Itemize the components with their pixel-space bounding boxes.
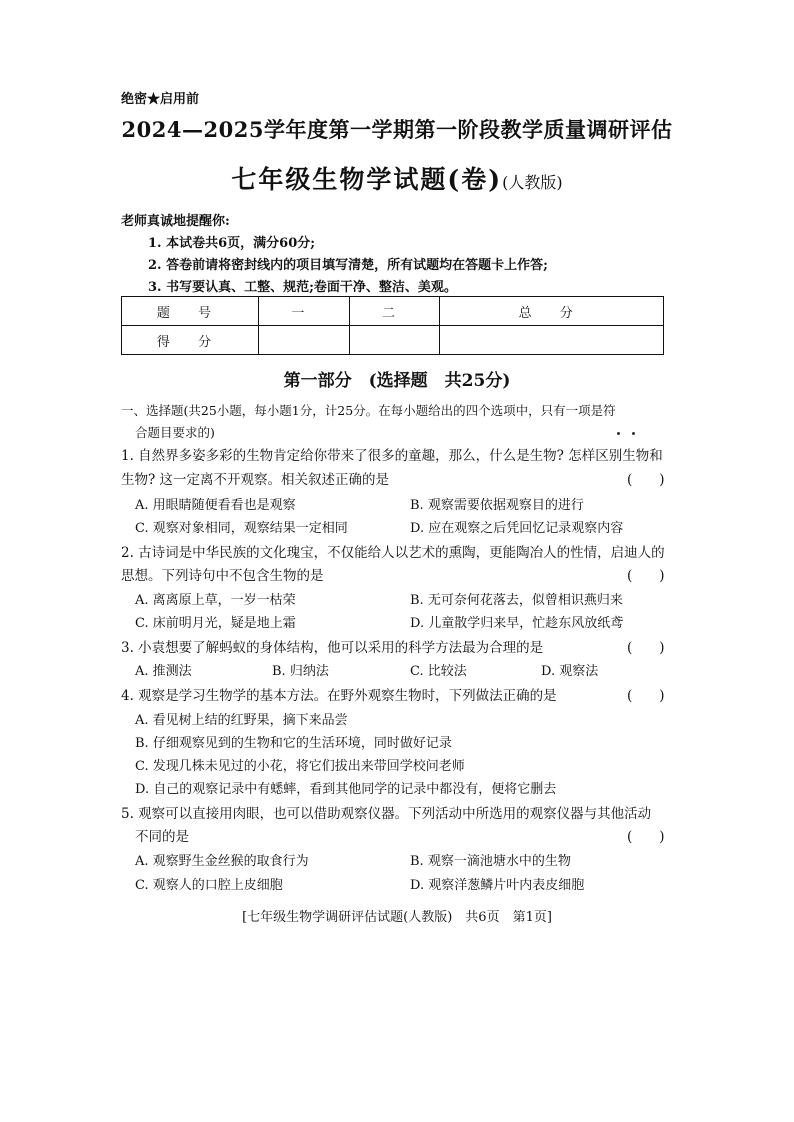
exam-title: 2024—2025学年度第一学期第一阶段教学质量调研评估 — [121, 117, 673, 142]
option: C. 观察人的口腔上皮细胞 — [135, 878, 283, 893]
question-5-text: 不同的是 — [135, 829, 189, 845]
question-3-text: 3. 小袁想要了解蚂蚁的身体结构，他可以采用的科学方法最为合理的是 — [121, 640, 544, 656]
page-footer: [七年级生物学调研评估试题(人教版) 共6页 第1页] — [242, 910, 552, 925]
question-1-text: 生物? 这一定离不开观察。相关叙述正确的是 — [121, 472, 390, 488]
option: B. 无可奈何花落去，似曾相识燕归来 — [410, 593, 623, 608]
question-4-text: 4. 观察是学习生物学的基本方法。在野外观察生物时，下列做法正确的是 — [121, 688, 557, 704]
option: C. 床前明月光，疑是地上霜 — [135, 616, 296, 631]
emphasis-dot — [632, 432, 635, 435]
question-1-text: 1. 自然界多姿多彩的生物肯定给你带来了很多的童趣，那么，什么是生物? 怎样区别生物和 — [121, 448, 663, 464]
confidential-label: 绝密★启用前 — [121, 92, 200, 107]
score-cell: 二 — [349, 297, 440, 326]
section-instructions — [121, 400, 681, 444]
option: B. 仔细观察见到的生物和它的生活环境，同时做好记录 — [135, 736, 452, 751]
option: D. 儿童散学归来早，忙趁东风放纸鸢 — [410, 616, 624, 631]
notice-heading: 老师真诚地提醒你: — [121, 214, 230, 229]
option: A. 用眼睛随便看看也是观察 — [135, 498, 296, 513]
score-cell — [349, 326, 440, 355]
score-cell: 总 分 — [440, 297, 664, 326]
option: A. 看见树上结的红野果，摘下来品尝 — [135, 713, 348, 728]
subject-title: 七年级生物学试题(卷) — [231, 165, 503, 194]
option: A. 离离原上草，一岁一枯荣 — [135, 593, 296, 608]
option: A. 推测法 — [135, 664, 192, 679]
answer-bracket: ( ) — [627, 829, 665, 845]
option: A. 观察野生金丝猴的取食行为 — [135, 854, 309, 869]
score-cell: 得 分 — [122, 326, 259, 355]
notice-item: 3. 书写要认真、工整、规范;卷面干净、整洁、美观。 — [148, 280, 457, 295]
exam-subtitle — [0, 160, 794, 196]
score-cell: 题 号 — [122, 297, 259, 326]
option: C. 比较法 — [410, 664, 467, 679]
option: B. 归纳法 — [272, 664, 329, 679]
option: C. 观察对象相同，观察结果一定相同 — [135, 521, 348, 536]
option: B. 观察需要依据观察目的进行 — [410, 498, 584, 513]
option: D. 应在观察之后凭回忆记录观察内容 — [410, 521, 624, 536]
question-2-text: 思想。下列诗句中不包含生物的是 — [121, 568, 324, 584]
emphasis-dot — [617, 432, 620, 435]
section-line: 一、选择题(共25小题，每小题1分，计25分。在每小题给出的四个选项中，只有一项是符 — [121, 403, 616, 418]
option: D. 观察洋葱鳞片叶内表皮细胞 — [410, 878, 585, 893]
option: D. 观察法 — [541, 664, 599, 679]
option: D. 自己的观察记录中有蟋蟀，看到其他同学的记录中都没有，便将它删去 — [135, 782, 557, 797]
score-cell: 一 — [259, 297, 350, 326]
question-5-text: 5. 观察可以直接用肉眼，也可以借助观察仪器。下列活动中所选用的观察仪器与其他活动 — [121, 806, 652, 822]
section-line: 合题目要求的) — [135, 425, 215, 440]
score-cell — [259, 326, 350, 355]
score-cell — [440, 326, 664, 355]
answer-bracket: ( ) — [627, 472, 665, 488]
option: C. 发现几株未见过的小花，将它们拔出来带回学校问老师 — [135, 759, 465, 774]
notice-item: 2. 答卷前请将密封线内的项目填写清楚，所有试题均在答题卡上作答; — [148, 258, 548, 273]
score-table — [121, 296, 664, 355]
part-title: 第一部分 (选择题 共25分) — [283, 371, 511, 391]
question-2-text: 2. 古诗词是中华民族的文化瑰宝，不仅能给人以艺术的熏陶，更能陶冶人的性情，启迪人的 — [121, 545, 665, 561]
score-table-score-row — [122, 326, 664, 355]
answer-bracket: ( ) — [627, 640, 665, 656]
notice-item: 1. 本试卷共6页，满分60分; — [148, 236, 316, 251]
answer-bracket: ( ) — [627, 688, 665, 704]
option: B. 观察一滴池塘水中的生物 — [410, 854, 571, 869]
score-table-header-row — [122, 297, 664, 326]
edition-label: (人教版) — [502, 173, 563, 192]
answer-bracket: ( ) — [627, 568, 665, 584]
